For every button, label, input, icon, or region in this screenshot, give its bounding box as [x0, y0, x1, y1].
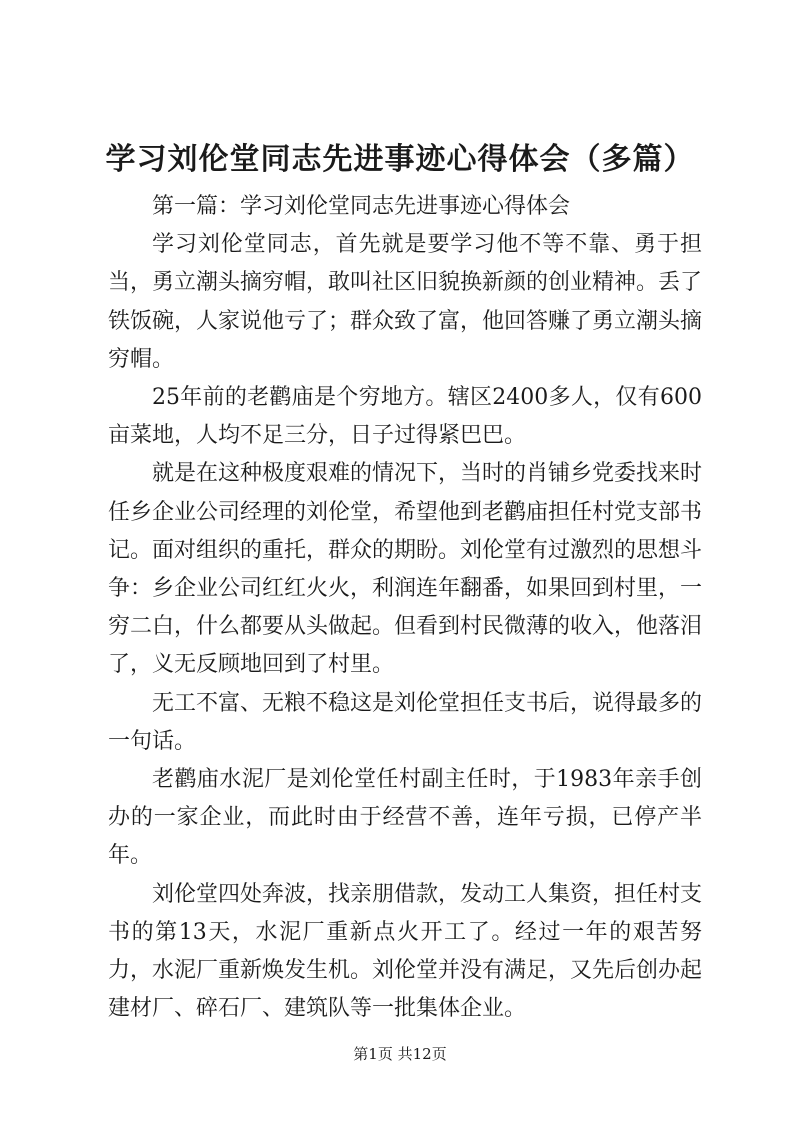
- document-body: [108, 188, 702, 1028]
- paragraph-subtitle: 第一篇：学习刘伦堂同志先进事迹心得体会: [152, 194, 571, 219]
- paragraph: 就是在这种极度艰难的情况下，当时的肖铺乡党委找来时任乡企业公司经理的刘伦堂，希望他到老鹳庙担任村党支部书记。面对组织的重托，群众的期盼。刘伦堂有过激烈的思想斗争：乡企业公司红红火火，利润连年翻番，如果回到村里，一穷二白，什么都要从头做起。但看到村民微薄的收入，他落泪了，义无反顾地回到了村里。: [108, 461, 703, 678]
- page-number-footer: 第1页 共12页: [353, 1045, 447, 1063]
- document-title: 学习刘伦堂同志先进事迹心得体会（多篇）: [105, 142, 695, 177]
- paragraph: 学习刘伦堂同志，首先就是要学习他不等不靠、勇于担当，勇立潮头摘穷帽，敢叫社区旧貌换新颜的创业精神。丢了铁饭碗，人家说他亏了；群众致了富，他回答赚了勇立潮头摘穷帽。: [108, 232, 703, 372]
- paragraph: 25年前的老鹳庙是个穷地方。辖区2400多人，仅有600亩菜地，人均不足三分，日子过得紧巴巴。: [108, 385, 702, 449]
- paragraph: 刘伦堂四处奔波，找亲朋借款，发动工人集资，担任村支书的第13天，水泥厂重新点火开工了。经过一年的艰苦努力，水泥厂重新焕发生机。刘伦堂并没有满足，又先后创办起建材厂、碎石厂、建筑队等一批集体企业。: [108, 881, 703, 1022]
- paragraph: 无工不富、无粮不稳这是刘伦堂担任支书后，说得最多的一句话。: [108, 690, 703, 754]
- paragraph: 老鹳庙水泥厂是刘伦堂任村副主任时，于1983年亲手创办的一家企业，而此时由于经营不善，连年亏损，已停产半年。: [108, 767, 702, 869]
